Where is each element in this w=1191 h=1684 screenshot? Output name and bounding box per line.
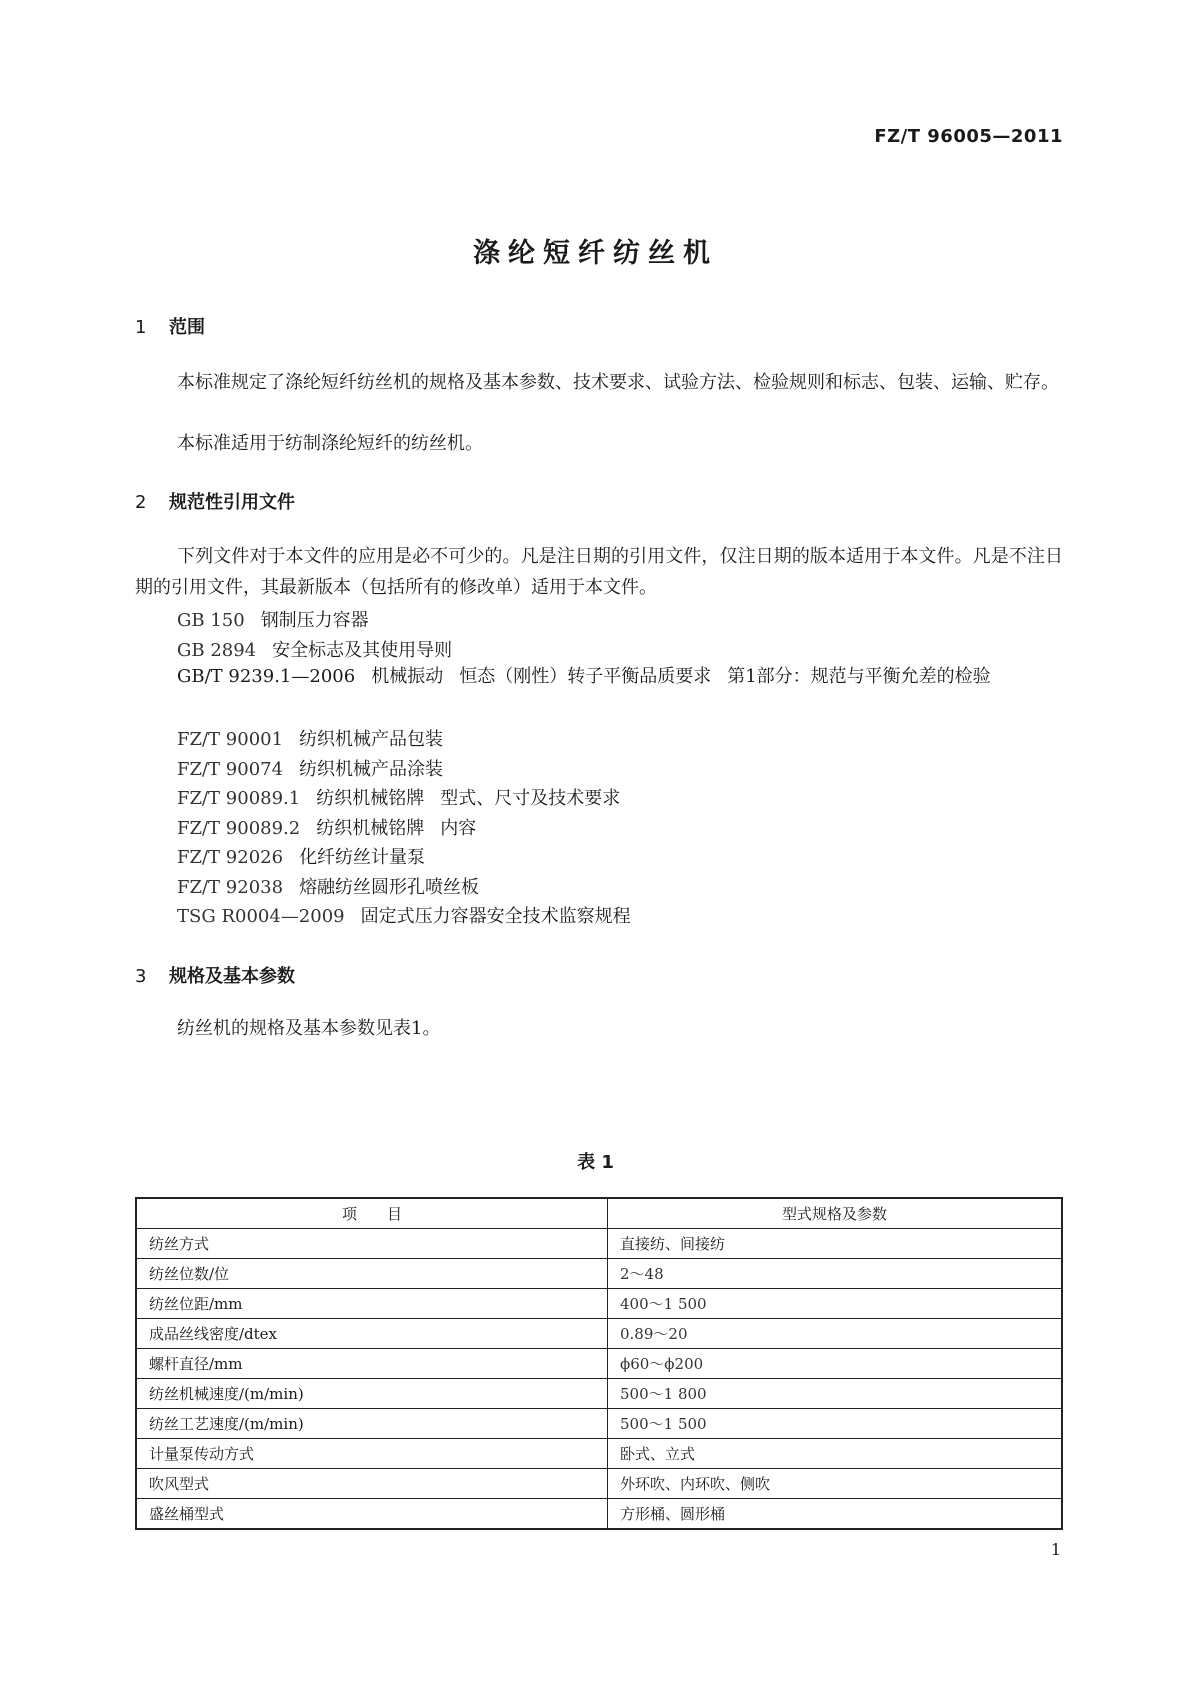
reference-name: 纺织机械铭牌 xyxy=(316,788,425,809)
reference-code: FZ/T 90001 xyxy=(177,729,284,750)
row-label: 成品丝线密度/dtex xyxy=(136,1319,608,1349)
reference-item xyxy=(177,755,443,781)
reference-name: 机械振动 xyxy=(371,666,444,687)
row-value: 卧式、立式 xyxy=(608,1439,1063,1469)
table-row xyxy=(136,1469,1062,1499)
section-heading-1 xyxy=(135,313,205,339)
reference-name: 纺织机械产品包装 xyxy=(299,729,444,750)
table-row xyxy=(136,1409,1062,1439)
row-value: 方形桶、圆形桶 xyxy=(608,1499,1063,1530)
reference-item xyxy=(177,725,443,751)
row-value: 400～1 500 xyxy=(608,1289,1063,1319)
section-title: 规格及基本参数 xyxy=(169,966,295,987)
row-value: 外环吹、内环吹、侧吹 xyxy=(608,1469,1063,1499)
paragraph: 下列文件对于本文件的应用是必不可少的。凡是注日期的引用文件，仅注日期的版本适用于本文件。凡是不注日期的引用文件，其最新版本（包括所有的修改单）适用于本文件。 xyxy=(135,546,1063,598)
table-row xyxy=(136,1349,1062,1379)
reference-item xyxy=(177,814,476,840)
row-value: 500～1 500 xyxy=(608,1409,1063,1439)
table-row xyxy=(136,1259,1062,1289)
row-value: 500～1 800 xyxy=(608,1379,1063,1409)
table-row xyxy=(136,1319,1062,1349)
section-number: 3 xyxy=(135,966,147,987)
paragraph: 纺丝机的规格及基本参数见表1。 xyxy=(177,1018,441,1039)
reference-name: 安全标志及其使用导则 xyxy=(272,640,453,661)
row-label: 纺丝位数/位 xyxy=(136,1259,608,1289)
reference-code: FZ/T 92038 xyxy=(177,877,284,898)
reference-code: TSG R0004—2009 xyxy=(177,906,345,927)
reference-item xyxy=(135,661,1063,692)
section-heading-3 xyxy=(135,962,295,988)
reference-subtitle: 型式、尺寸及技术要求 xyxy=(440,788,621,809)
table-row xyxy=(136,1379,1062,1409)
document-title: 涤纶短纤纺丝机 xyxy=(473,238,718,269)
reference-name: 固定式压力容器安全技术监察规程 xyxy=(360,906,631,927)
reference-name: 纺织机械产品涂装 xyxy=(299,759,444,780)
column-header-item: 项 目 xyxy=(136,1198,608,1229)
reference-name: 钢制压力容器 xyxy=(260,610,369,631)
reference-item xyxy=(177,784,620,810)
reference-code: FZ/T 90089.2 xyxy=(177,818,301,839)
table-caption: 表 1 xyxy=(577,1152,614,1173)
reference-code: FZ/T 90074 xyxy=(177,759,284,780)
section-number: 2 xyxy=(135,492,147,513)
reference-code: GB 150 xyxy=(177,610,245,631)
reference-code: FZ/T 90089.1 xyxy=(177,788,301,809)
parameters-table xyxy=(135,1197,1063,1530)
row-value: ϕ60～ϕ200 xyxy=(608,1349,1063,1379)
reference-code: GB 2894 xyxy=(177,640,257,661)
reference-name: 熔融纺丝圆形孔喷丝板 xyxy=(299,877,480,898)
table-header-row xyxy=(136,1198,1062,1229)
row-value: 2～48 xyxy=(608,1259,1063,1289)
row-label: 纺丝工艺速度/(m/min) xyxy=(136,1409,608,1439)
section-title: 规范性引用文件 xyxy=(169,492,295,513)
reference-subtitle: 第1部分：规范与平衡允差的检验 xyxy=(727,666,991,687)
reference-item xyxy=(177,636,452,662)
column-header-parameters: 型式规格及参数 xyxy=(608,1198,1063,1229)
table-row xyxy=(136,1289,1062,1319)
reference-item xyxy=(177,606,369,632)
section-number: 1 xyxy=(135,317,147,338)
paragraph: 本标准适用于纺制涤纶短纤的纺丝机。 xyxy=(177,433,483,454)
row-label: 纺丝方式 xyxy=(136,1229,608,1259)
paragraph: 本标准规定了涤纶短纤纺丝机的规格及基本参数、技术要求、试验方法、检验规则和标志、包装、运输、贮存。 xyxy=(177,372,1059,393)
reference-name: 纺织机械铭牌 xyxy=(316,818,425,839)
reference-code: FZ/T 92026 xyxy=(177,847,284,868)
row-label: 计量泵传动方式 xyxy=(136,1439,608,1469)
row-label: 纺丝机械速度/(m/min) xyxy=(136,1379,608,1409)
row-label: 盛丝桶型式 xyxy=(136,1499,608,1530)
row-label: 吹风型式 xyxy=(136,1469,608,1499)
row-label: 螺杆直径/mm xyxy=(136,1349,608,1379)
row-value: 直接纺、间接纺 xyxy=(608,1229,1063,1259)
reference-item xyxy=(177,843,425,869)
reference-subtitle: 内容 xyxy=(440,818,477,839)
table-row xyxy=(136,1499,1062,1530)
reference-name: 化纤纺丝计量泵 xyxy=(299,847,426,868)
row-label: 纺丝位距/mm xyxy=(136,1289,608,1319)
section-title: 范围 xyxy=(169,317,205,338)
standard-code: FZ/T 96005—2011 xyxy=(874,126,1063,147)
table-row xyxy=(136,1439,1062,1469)
table-row xyxy=(136,1229,1062,1259)
row-value: 0.89～20 xyxy=(608,1319,1063,1349)
reference-item xyxy=(177,902,631,928)
reference-subtitle: 恒态（刚性）转子平衡品质要求 xyxy=(459,666,712,687)
page-number: 1 xyxy=(1050,1540,1061,1559)
section-heading-2 xyxy=(135,488,295,514)
reference-code: GB/T 9239.1—2006 xyxy=(177,666,356,687)
reference-item xyxy=(177,873,479,899)
